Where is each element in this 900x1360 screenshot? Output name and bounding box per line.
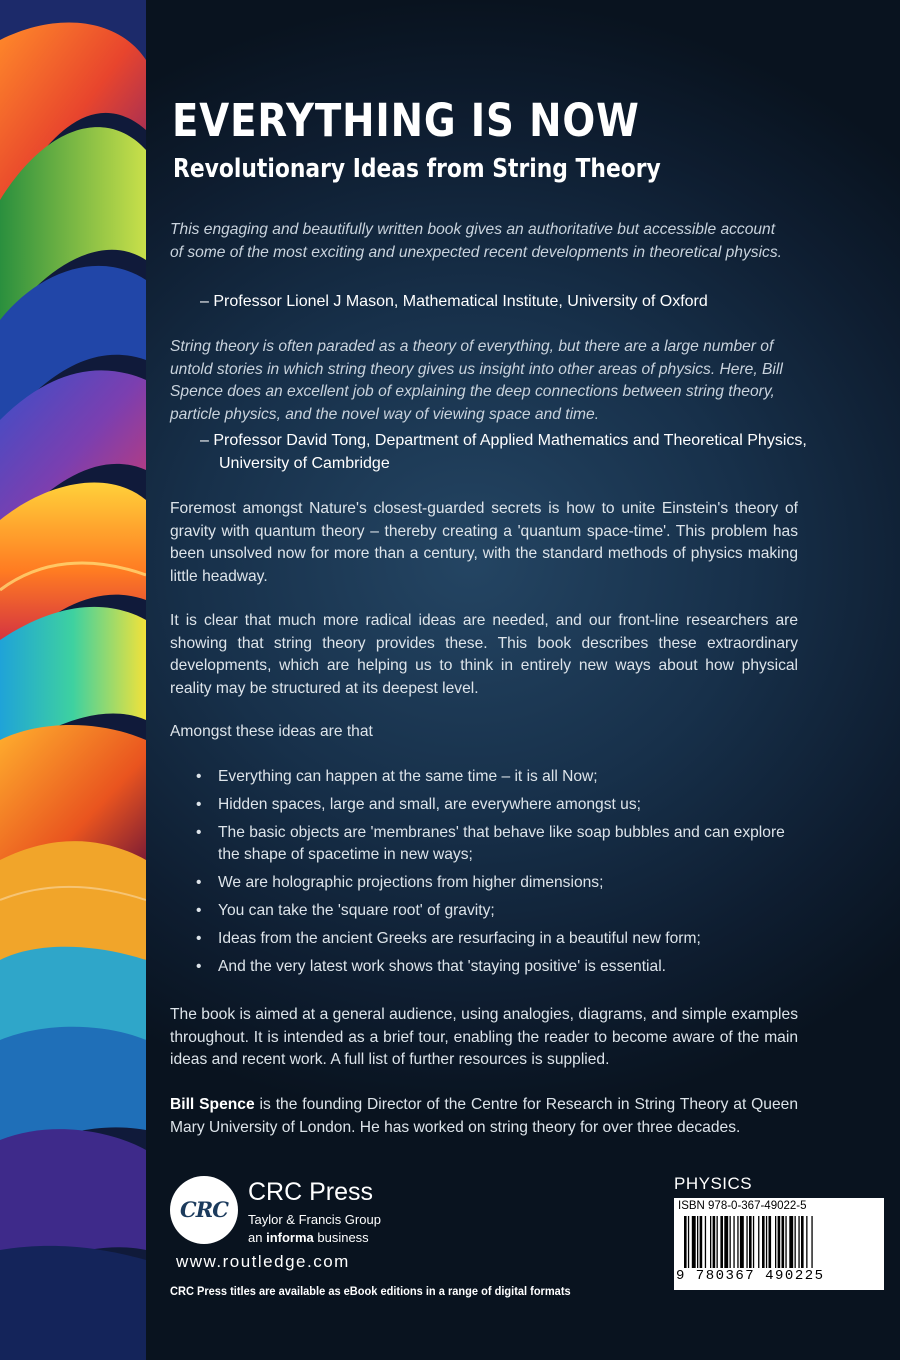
abstract-ribbon-artwork bbox=[0, 0, 146, 1360]
subject-category: PHYSICS bbox=[674, 1174, 753, 1193]
list-item: • The basic objects are 'membranes' that behave like soap bubbles and can explore the shape of spacetime in new ways; bbox=[196, 822, 796, 866]
review-attribution-2: – Professor David Tong, Department of Applied Mathematics and Theoretical Physics, University of Cambridge bbox=[200, 432, 807, 472]
isbn-number: ISBN 978-0-367-49022-5 bbox=[678, 1200, 807, 1212]
barcode-bar bbox=[700, 1216, 703, 1268]
informa-suffix: business bbox=[313, 1230, 369, 1245]
list-item: • Hidden spaces, large and small, are everywhere amongst us; bbox=[196, 794, 796, 816]
barcode-bar bbox=[778, 1216, 781, 1268]
list-item: • We are holographic projections from higher dimensions; bbox=[196, 872, 796, 894]
list-item: • Everything can happen at the same time – it is all Now; bbox=[196, 766, 796, 788]
barcode-bar bbox=[724, 1216, 728, 1268]
publisher-name: CRC Press bbox=[248, 1178, 374, 1206]
string-theory-artwork bbox=[0, 0, 146, 1360]
barcode-bar bbox=[782, 1216, 785, 1268]
barcode-bar bbox=[758, 1216, 759, 1268]
informa-business bbox=[248, 1230, 369, 1245]
author-name: Bill Spence bbox=[170, 1096, 255, 1113]
barcode-bar bbox=[806, 1216, 807, 1268]
barcode-bar bbox=[692, 1216, 696, 1268]
barcode-bar bbox=[717, 1216, 718, 1268]
isbn-barcode bbox=[674, 1198, 884, 1290]
barcode-bar bbox=[684, 1216, 687, 1268]
barcode-digits: 9 780367 490225 bbox=[676, 1268, 825, 1284]
review-quote-1: This engaging and beautifully written book gives an authoritative but accessible account of some of the most exciting and unexpected recent developments in theoretical physics. bbox=[170, 221, 782, 261]
barcode-bar bbox=[769, 1216, 772, 1268]
publisher-block bbox=[170, 1176, 570, 1286]
body-paragraph-3: The book is aimed at a general audience, using analogies, diagrams, and simple examples throughout. It is intended as a brief tour, enabling the reader to become aware of the main ideas and recent work. A full list of further resources is supplied. bbox=[170, 1006, 798, 1068]
review-attribution-1: – Professor Lionel J Mason, Mathematical Institute, University of Oxford bbox=[200, 293, 708, 310]
body-paragraph-1: Foremost amongst Nature's closest-guarded secrets is how to unite Einstein's theory of gravity with quantum theory – thereby creating a 'quantum space-time'. This problem has been unsolved now for more than a century, with the standard methods of physics making little headway. bbox=[170, 500, 798, 585]
barcode-bar bbox=[749, 1216, 752, 1268]
barcode-bar bbox=[775, 1216, 776, 1268]
barcode-bar bbox=[720, 1216, 723, 1268]
ideas-intro: Amongst these ideas are that bbox=[170, 723, 373, 740]
publisher-group: Taylor & Francis Group bbox=[248, 1212, 381, 1227]
barcode-bar bbox=[730, 1216, 731, 1268]
barcode-bar bbox=[798, 1216, 799, 1268]
author-bio bbox=[170, 1094, 798, 1139]
barcode-bar bbox=[740, 1216, 744, 1268]
barcode-bar bbox=[762, 1216, 765, 1268]
barcode-bar bbox=[766, 1216, 767, 1268]
barcode-bar bbox=[705, 1216, 706, 1268]
list-item: • You can take the 'square root' of gravity; bbox=[196, 900, 796, 922]
crc-logo-text: CRC bbox=[180, 1197, 228, 1222]
barcode-bar bbox=[811, 1216, 812, 1268]
list-item: • Ideas from the ancient Greeks are resurfacing in a beautiful new form; bbox=[196, 928, 796, 950]
barcode-bar bbox=[688, 1216, 689, 1268]
author-bio-text: is the founding Director of the Centre for Research in String Theory at Queen Mary University of London. He has worked on string theory for over three decades. bbox=[170, 1096, 798, 1136]
barcode-bar bbox=[785, 1216, 786, 1268]
list-item: • And the very latest work shows that 'staying positive' is essential. bbox=[196, 956, 796, 978]
ebook-note: CRC Press titles are available as eBook editions in a range of digital formats bbox=[170, 1284, 571, 1298]
barcode-bar bbox=[733, 1216, 734, 1268]
barcode-bar bbox=[789, 1216, 793, 1268]
review-quote-2: String theory is often paraded as a theory of everything, but there are a large number of untold stories in which string theory gives us insight into other areas of physics. Here, Bill Spence does an excellent job of explaining the deep connections between string theory, particle physics, and the novel way of viewing space and time. bbox=[170, 338, 783, 423]
publisher-website: www.routledge.com bbox=[176, 1252, 350, 1271]
ideas-list bbox=[196, 766, 796, 984]
informa-bold: informa bbox=[266, 1230, 314, 1245]
barcode-bar bbox=[737, 1216, 738, 1268]
barcode-bar bbox=[753, 1216, 754, 1268]
barcode-bars bbox=[678, 1216, 880, 1268]
barcode-bar bbox=[697, 1216, 698, 1268]
barcode-bar bbox=[801, 1216, 804, 1268]
barcode-bar bbox=[710, 1216, 711, 1268]
informa-prefix: an bbox=[248, 1230, 267, 1245]
barcode-bar bbox=[746, 1216, 747, 1268]
crc-logo bbox=[170, 1176, 238, 1244]
barcode-bar bbox=[713, 1216, 716, 1268]
book-subtitle: Revolutionary Ideas from String Theory bbox=[173, 154, 661, 184]
barcode-bar bbox=[795, 1216, 796, 1268]
body-paragraph-2: It is clear that much more radical ideas are needed, and our front-line researchers are showing that string theory provides these. This book describes these extraordinary developments, which are helping us to think in entirely new ways about how physical reality may be structured at its deepest level. bbox=[170, 612, 798, 697]
book-title: EVERYTHING IS NOW bbox=[172, 94, 640, 147]
